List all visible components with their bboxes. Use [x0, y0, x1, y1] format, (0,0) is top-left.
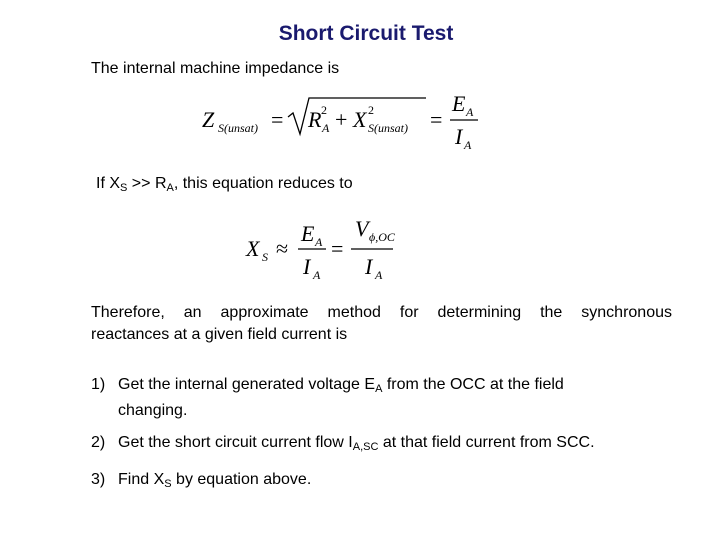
eq2-num1-sub: A: [315, 235, 323, 249]
eq1-num-sub: A: [466, 105, 474, 119]
list-item: 1) Get the internal generated voltage $E_A$ from the OCC at the field changing.: [91, 376, 564, 419]
eq1-x-symbol: X: [353, 107, 367, 132]
eq1-den-sub: A: [464, 138, 472, 152]
steps-list: [91, 374, 691, 495]
svg-text:+: +: [335, 107, 348, 132]
eq2-lhs-sub: S: [262, 250, 268, 264]
svg-text:=: =: [331, 236, 344, 261]
eq2-den1-symbol: I: [303, 254, 311, 279]
reactance-equation: [243, 218, 408, 284]
svg-text:=: =: [430, 107, 443, 132]
eq2-den2-symbol: I: [365, 254, 373, 279]
eq1-num-symbol: E: [452, 92, 466, 116]
eq1-r-sub: A: [322, 121, 330, 135]
eq2-den2-sub: A: [375, 268, 383, 282]
eq1-lhs-symbol: Z: [202, 107, 215, 132]
eq1-den-symbol: I: [455, 124, 463, 149]
eq1-x-exp: 2: [368, 103, 374, 117]
impedance-equation: [198, 92, 488, 154]
eq1-lhs-sub: S(unsat): [218, 121, 258, 135]
eq1-r-symbol: R: [308, 107, 322, 132]
eq1-x-sub: S(unsat): [368, 121, 408, 135]
eq2-den1-sub: A: [313, 268, 321, 282]
eq1-r-exp: 2: [321, 103, 327, 117]
svg-text:=: =: [271, 107, 284, 132]
intro-text: The internal machine impedance is: [91, 60, 340, 77]
condition-text: If $X_S >> R_A$, this equation reduces to: [96, 175, 353, 194]
list-item: 2) Get the short circuit current flow $I_{A,SC}$ at that field current from SCC.: [91, 434, 595, 453]
eq2-num2-symbol: V: [355, 218, 369, 241]
slide-title: Short Circuit Test: [278, 22, 454, 45]
method-paragraph-line2: reactances at a given field current is: [91, 326, 348, 343]
eq2-lhs-symbol: X: [246, 236, 260, 261]
eq2-num2-sub: ϕ,OC: [369, 230, 395, 244]
list-item: 3) Find $X_S$ by equation above.: [91, 471, 312, 490]
svg-text:≈: ≈: [276, 236, 289, 261]
method-paragraph-line1: Therefore, an approximate method for determining the synchronous: [91, 304, 672, 321]
eq2-num1-symbol: E: [301, 221, 315, 246]
